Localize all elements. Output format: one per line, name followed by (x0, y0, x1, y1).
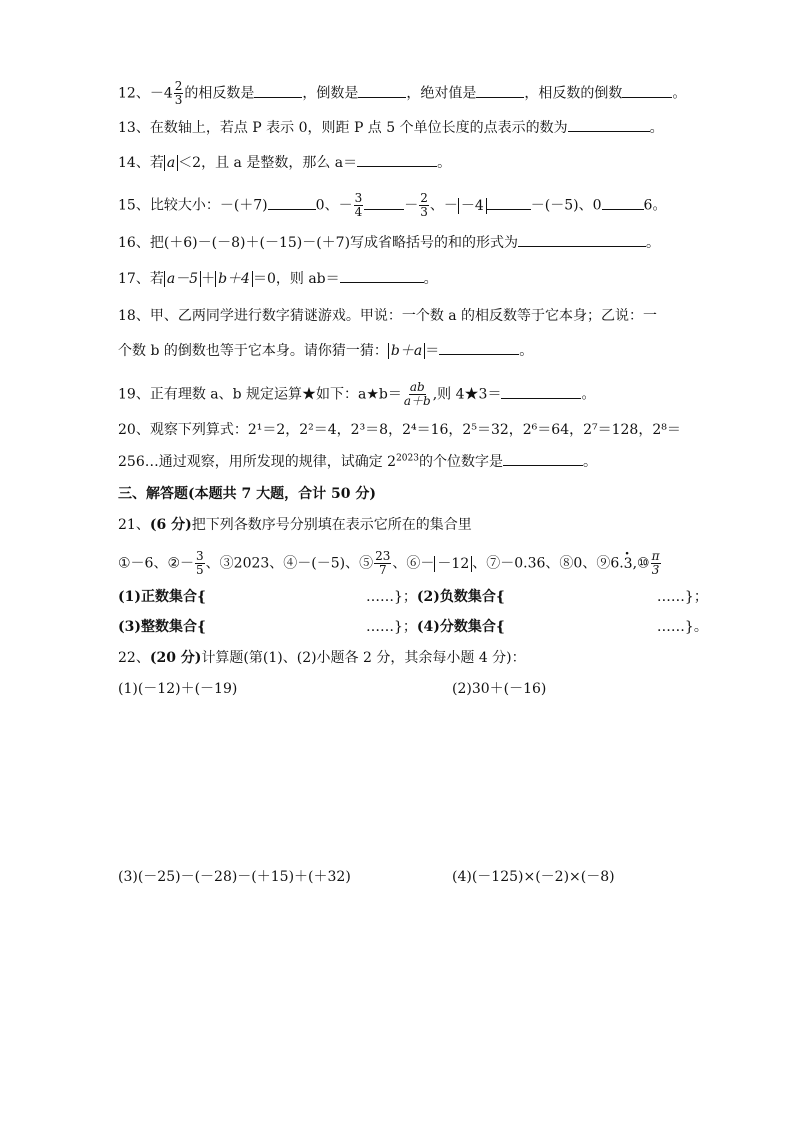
answer-blank[interactable] (622, 83, 672, 98)
absolute-value: b＋4 (215, 271, 253, 287)
question-12: 12、－4 $\frac{2}{3}$ 的相反数是 ，倒数是 ，绝对值是 ，相反数的倒数 。 (118, 79, 687, 107)
repeating-decimal: · 3 (624, 554, 633, 574)
question-17: 17、若 a－5 ＋ b＋4 ＝0，则 ab＝ 。 (118, 268, 438, 289)
answer-blank[interactable] (358, 83, 406, 98)
problem-4: (4)(－125)×(－2)×(－8) (452, 869, 615, 885)
section-title: 三、解答题(本题共 7 大题，合计 50 分) (118, 486, 376, 502)
answer-blank[interactable] (364, 195, 404, 210)
absolute-value: a (164, 155, 178, 171)
answer-blank[interactable] (357, 152, 437, 167)
question-20: 20、观察下列算式：2¹＝2，2²＝4，2³＝8，2⁴＝16，2⁵＝32，2⁶＝64，2⁷＝128，2⁸＝ (118, 422, 681, 438)
fraction: $\frac{2}{3}$ (420, 191, 428, 219)
question-20-line2: 256…通过观察，用所发现的规律，试确定 $2^{2023}$的个位数字是 。 (118, 451, 597, 472)
question-18-line2: 个数 b 的倒数也等于它本身。请你猜一猜： b＋a ＝ 。 (118, 340, 533, 361)
absolute-value: a－5 (164, 271, 201, 287)
question-21-items: ①－6、②－ $\frac{3}{5}$ 、③2023、④－(－5)、⑤ $\frac{23}{7}$ 、⑥－ －12 、⑦－0.36、⑧0、⑨6.· 3,⑩ $\frac{\pi}{3}$ (118, 550, 662, 577)
fraction: $\frac{23}{7}$ (375, 549, 391, 577)
question-16: 16、把(＋6)－(－8)＋(－15)－(＋7)写成省略括号的和的形式为 。 (118, 232, 660, 253)
answer-blank[interactable] (476, 83, 524, 98)
answer-blank[interactable] (268, 195, 316, 210)
positive-set[interactable]: (1)正数集合{ (118, 589, 206, 605)
question-13: 13、在数轴上，若点 P 表示 0，则距 P 点 5 个单位长度的点表示的数为 。 (118, 117, 664, 138)
answer-blank[interactable] (254, 83, 302, 98)
absolute-value: b＋a (388, 343, 425, 359)
fraction-set[interactable]: (4)分数集合{ (416, 619, 505, 635)
question-19: 19、正有理数 a、b 规定运算★如下：a★b＝ $\frac{ab}{a+b}$ ,则 4★3＝ 。 (118, 380, 596, 408)
answer-blank[interactable] (602, 195, 644, 210)
fraction: $\frac{2}{3}$ (174, 79, 183, 107)
fraction: $\frac{3}{5}$ (196, 549, 204, 577)
answer-blank[interactable] (518, 232, 646, 247)
answer-blank[interactable] (439, 340, 519, 355)
fraction: $\frac{3}{4}$ (354, 191, 363, 219)
negative-set[interactable]: (2)负数集合{ (416, 589, 505, 605)
set-row-1: (1)正数集合{ ……}；(2)负数集合{ ……}； (118, 589, 708, 605)
answer-blank[interactable] (501, 384, 581, 399)
answer-blank[interactable] (503, 451, 583, 466)
fraction: $\frac{\pi}{3}$ (651, 549, 660, 577)
question-22: 22、(20 分)计算题(第(1)、(2)小题各 2 分，其余每小题 4 分)： (118, 650, 526, 666)
answer-blank[interactable] (340, 268, 424, 283)
answer-blank[interactable] (568, 117, 650, 132)
problem-2: (2)30＋(－16) (452, 681, 547, 697)
absolute-value: －12 (434, 556, 472, 572)
problem-3: (3)(－25)－(－28)－(＋15)＋(＋32) (118, 869, 351, 885)
question-18: 18、甲、乙两同学进行数字猜谜游戏。甲说：一个数 a 的相反数等于它本身；乙说：一 (118, 308, 658, 324)
question-14: 14、若 a ＜2，且 a 是整数，那么 a＝ 。 (118, 152, 451, 173)
integer-set[interactable]: (3)整数集合{ (118, 619, 206, 635)
question-21: 21、(6 分)把下列各数序号分别填在表示它所在的集合里 (118, 517, 472, 533)
absolute-value: －4 (458, 198, 487, 214)
question-15: 15、比较大小：－(＋7) 0、－ $\frac{3}{4}$ － $\frac{2}{3}$ 、－ －4 －(－5)、0 6。 (118, 191, 667, 219)
set-row-2: (3)整数集合{ ……}；(4)分数集合{ ……}。 (118, 619, 708, 635)
problem-1: (1)(－12)＋(－19) (118, 681, 238, 697)
answer-blank[interactable] (487, 195, 531, 210)
fraction: $\frac{ab}{a+b}$ (403, 380, 431, 408)
